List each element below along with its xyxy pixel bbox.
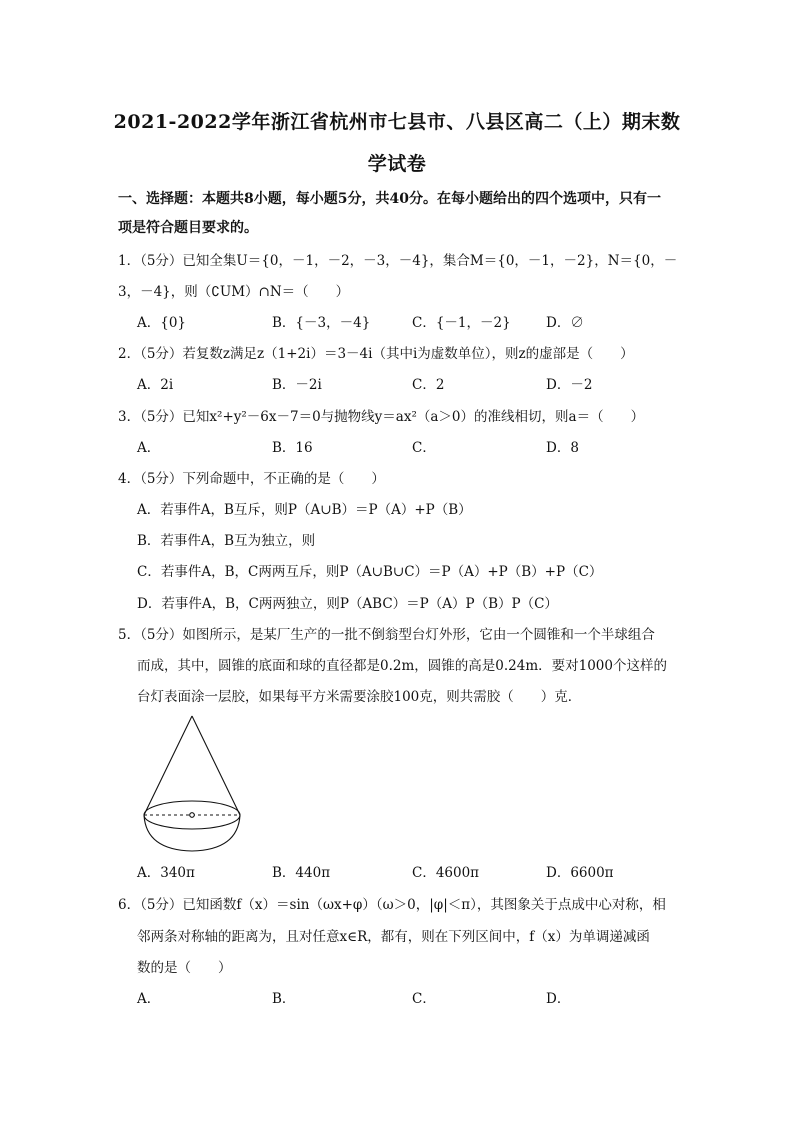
option-a[interactable]: A．{0} (137, 315, 187, 331)
option-b[interactable]: B．440π (272, 865, 331, 881)
option-c[interactable]: C．若事件A，B，C两两互斥，则P（A∪B∪C）＝P（A）+P（B）+P（C） (137, 564, 603, 580)
option-a[interactable]: A．若事件A，B互斥，则P（A∪B）＝P（A）+P（B） (137, 502, 472, 518)
option-a[interactable]: A． (137, 440, 161, 456)
option-a[interactable]: A． (137, 991, 161, 1007)
option-b[interactable]: B． (272, 991, 296, 1007)
section-heading-cont: 项是符合题目要求的。 (118, 220, 258, 236)
option-d[interactable]: D．8 (546, 440, 579, 456)
question-text: 4．（5分）下列命题中，不正确的是（ ） (118, 471, 385, 487)
section-heading: 一、选择题：本题共8小题，每小题5分，共40分。在每小题给出的四个选项中，只有一 (118, 191, 661, 207)
option-c[interactable]: C．4600π (412, 865, 480, 881)
option-b[interactable]: B．16 (272, 440, 313, 456)
option-d[interactable]: D．6600π (546, 865, 614, 881)
option-d[interactable]: D．－2 (546, 377, 593, 393)
option-c[interactable]: C． (412, 440, 436, 456)
option-c[interactable]: C．2 (412, 377, 445, 393)
option-c[interactable]: C． (412, 991, 436, 1007)
question-text: 1．（5分）已知全集U＝{0，－1，－2，－3，－4}，集合M＝{0，－1，－2}，N＝{0，－ (118, 253, 678, 269)
option-b[interactable]: B．－2i (272, 377, 322, 393)
question-text: 而成，其中，圆锥的底面和球的直径都是0.2m，圆锥的高是0.24m．要对1000个这样的 (137, 658, 667, 674)
question-text: 6．（5分）已知函数f（x）＝sin（ωx+φ）（ω＞0，|φ|＜π），其图象关于点成中心对称，相 (118, 897, 666, 913)
cone-hemisphere-figure (140, 712, 244, 854)
document-title-line1: 2021-2022学年浙江省杭州市七县市、八县区高二（上）期末数 (113, 111, 681, 133)
option-a[interactable]: A．2i (137, 377, 174, 393)
option-a[interactable]: A．340π (137, 865, 195, 881)
option-c[interactable]: C．{－1，－2} (412, 315, 511, 331)
cone-left-edge (144, 716, 192, 815)
question-text: 数的是（ ） (137, 960, 232, 976)
hemisphere-arc (144, 815, 240, 851)
option-d[interactable]: D．∅ (546, 315, 584, 331)
question-text: 3．（5分）已知x²+y²－6x－7＝0与抛物线y＝ax²（a＞0）的准线相切，则a＝（ ） (118, 409, 645, 425)
question-text: 5．（5分）如图所示，是某厂生产的一批不倒翁型台灯外形，它由一个圆锥和一个半球组合 (118, 627, 655, 643)
question-text: 台灯表面涂一层胶，如果每平方米需要涂胶100克，则共需胶（ ）克． (137, 689, 582, 705)
question-text: 3，－4}，则（∁UM）∩N＝（ ） (118, 284, 350, 300)
option-d[interactable]: D．若事件A，B，C两两独立，则P（ABC）＝P（A）P（B）P（C） (137, 596, 558, 612)
question-text: 2．（5分）若复数z满足z（1+2i）＝3－4i（其中i为虚数单位），则z的虚部是（ ） (118, 346, 634, 362)
option-b[interactable]: B．若事件A，B互为独立，则 (137, 533, 316, 549)
document-title-line2: 学试卷 (367, 153, 427, 175)
option-b[interactable]: B．{－3，－4} (272, 315, 371, 331)
question-text: 邻两条对称轴的距离为，且对任意x∈R，都有，则在下列区间中，f（x）为单调递减函 (137, 929, 650, 945)
center-point (190, 813, 195, 818)
option-d[interactable]: D． (546, 991, 571, 1007)
cone-right-edge (192, 716, 240, 815)
